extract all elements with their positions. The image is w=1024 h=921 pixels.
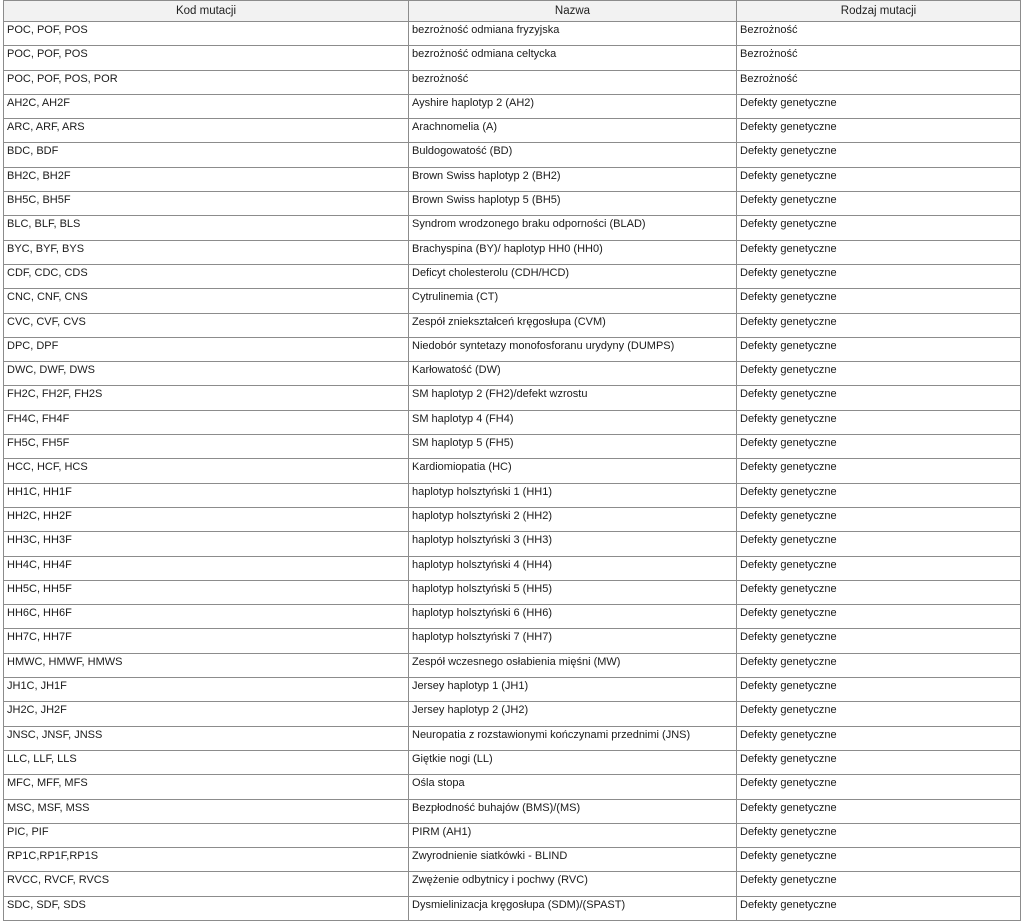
table-row — [4, 289, 1021, 313]
table-row — [4, 799, 1021, 823]
mutation-name-cell: Ayshire haplotyp 2 (AH2) — [409, 94, 737, 118]
mutation-type-cell: Defekty genetyczne — [737, 240, 1021, 264]
table-row — [4, 750, 1021, 774]
table-row — [4, 532, 1021, 556]
mutation-name-cell: bezrożność odmiana celtycka — [409, 46, 737, 70]
mutation-name-cell: Arachnomelia (A) — [409, 119, 737, 143]
mutation-type-cell: Defekty genetyczne — [737, 507, 1021, 531]
mutation-type-cell: Defekty genetyczne — [737, 192, 1021, 216]
table-row — [4, 507, 1021, 531]
mutation-type-cell: Defekty genetyczne — [737, 678, 1021, 702]
mutation-type-cell: Defekty genetyczne — [737, 459, 1021, 483]
table-row — [4, 872, 1021, 896]
mutation-code-cell: HH6C, HH6F — [4, 605, 409, 629]
table-row — [4, 678, 1021, 702]
mutation-code-cell: MSC, MSF, MSS — [4, 799, 409, 823]
mutation-name-cell: Bezpłodność buhajów (BMS)/(MS) — [409, 799, 737, 823]
table-row — [4, 435, 1021, 459]
mutation-code-cell: FH4C, FH4F — [4, 410, 409, 434]
mutation-type-cell: Defekty genetyczne — [737, 605, 1021, 629]
table-row — [4, 264, 1021, 288]
mutation-code-cell: BH2C, BH2F — [4, 167, 409, 191]
mutation-code-cell: JH2C, JH2F — [4, 702, 409, 726]
table-row — [4, 143, 1021, 167]
mutation-type-cell: Defekty genetyczne — [737, 653, 1021, 677]
mutation-type-cell: Defekty genetyczne — [737, 386, 1021, 410]
mutation-code-cell: LLC, LLF, LLS — [4, 750, 409, 774]
mutation-code-cell: PIC, PIF — [4, 823, 409, 847]
mutation-type-cell: Defekty genetyczne — [737, 872, 1021, 896]
table-row — [4, 362, 1021, 386]
mutation-name-cell: haplotyp holsztyński 2 (HH2) — [409, 507, 737, 531]
mutation-type-cell: Defekty genetyczne — [737, 313, 1021, 337]
mutation-code-cell: POC, POF, POS, POR — [4, 70, 409, 94]
table-row — [4, 483, 1021, 507]
table-row — [4, 848, 1021, 872]
mutation-name-cell: Zwężenie odbytnicy i pochwy (RVC) — [409, 872, 737, 896]
mutation-code-cell: BH5C, BH5F — [4, 192, 409, 216]
table-row — [4, 410, 1021, 434]
table-row — [4, 605, 1021, 629]
mutation-code-cell: HH7C, HH7F — [4, 629, 409, 653]
mutation-code-cell: HH2C, HH2F — [4, 507, 409, 531]
mutation-code-cell: HH4C, HH4F — [4, 556, 409, 580]
mutation-name-cell: Cytrulinemia (CT) — [409, 289, 737, 313]
mutation-name-cell: Giętkie nogi (LL) — [409, 750, 737, 774]
header-row — [4, 1, 1021, 22]
mutation-code-cell: DWC, DWF, DWS — [4, 362, 409, 386]
mutation-type-cell: Defekty genetyczne — [737, 823, 1021, 847]
mutation-type-cell: Defekty genetyczne — [737, 726, 1021, 750]
mutation-type-cell: Defekty genetyczne — [737, 264, 1021, 288]
mutation-type-cell: Defekty genetyczne — [737, 848, 1021, 872]
mutation-type-cell: Defekty genetyczne — [737, 532, 1021, 556]
mutation-name-cell: Zwyrodnienie siatkówki - BLIND — [409, 848, 737, 872]
mutation-name-cell: Zespół zniekształceń kręgosłupa (CVM) — [409, 313, 737, 337]
mutation-name-cell: Karłowatość (DW) — [409, 362, 737, 386]
mutation-code-cell: CVC, CVF, CVS — [4, 313, 409, 337]
mutation-type-cell: Bezrożność — [737, 22, 1021, 46]
mutation-code-cell: HH1C, HH1F — [4, 483, 409, 507]
table-row — [4, 629, 1021, 653]
mutation-code-cell: CDF, CDC, CDS — [4, 264, 409, 288]
mutation-type-cell: Defekty genetyczne — [737, 216, 1021, 240]
mutation-name-cell: haplotyp holsztyński 4 (HH4) — [409, 556, 737, 580]
mutation-type-cell: Defekty genetyczne — [737, 799, 1021, 823]
mutation-name-cell: Neuropatia z rozstawionymi kończynami przednimi (JNS) — [409, 726, 737, 750]
mutation-name-cell: haplotyp holsztyński 6 (HH6) — [409, 605, 737, 629]
table-row — [4, 459, 1021, 483]
mutation-code-cell: MFC, MFF, MFS — [4, 775, 409, 799]
mutation-code-cell: HH3C, HH3F — [4, 532, 409, 556]
mutation-type-cell: Defekty genetyczne — [737, 580, 1021, 604]
table-row — [4, 580, 1021, 604]
mutation-code-cell: HCC, HCF, HCS — [4, 459, 409, 483]
mutation-type-cell: Defekty genetyczne — [737, 629, 1021, 653]
header-name: Nazwa — [409, 1, 737, 22]
mutation-code-cell: FH5C, FH5F — [4, 435, 409, 459]
mutation-name-cell: Syndrom wrodzonego braku odporności (BLAD) — [409, 216, 737, 240]
mutation-name-cell: Kardiomiopatia (HC) — [409, 459, 737, 483]
mutation-code-cell: HMWC, HMWF, HMWS — [4, 653, 409, 677]
mutation-type-cell: Defekty genetyczne — [737, 702, 1021, 726]
header-code: Kod mutacji — [4, 1, 409, 22]
mutation-type-cell: Defekty genetyczne — [737, 362, 1021, 386]
mutation-type-cell: Defekty genetyczne — [737, 143, 1021, 167]
table-header — [4, 1, 1021, 22]
mutation-name-cell: Deficyt cholesterolu (CDH/HCD) — [409, 264, 737, 288]
mutation-code-cell: SDC, SDF, SDS — [4, 896, 409, 920]
mutation-name-cell: Dysmielinizacja kręgosłupa (SDM)/(SPAST) — [409, 896, 737, 920]
table-body — [4, 22, 1021, 921]
table-row — [4, 702, 1021, 726]
table-row — [4, 386, 1021, 410]
mutation-name-cell: SM haplotyp 5 (FH5) — [409, 435, 737, 459]
mutation-code-cell: BLC, BLF, BLS — [4, 216, 409, 240]
mutation-type-cell: Defekty genetyczne — [737, 435, 1021, 459]
mutation-name-cell: Brown Swiss haplotyp 5 (BH5) — [409, 192, 737, 216]
mutation-code-cell: JH1C, JH1F — [4, 678, 409, 702]
mutation-name-cell: haplotyp holsztyński 1 (HH1) — [409, 483, 737, 507]
mutation-type-cell: Defekty genetyczne — [737, 896, 1021, 920]
mutation-code-cell: RP1C,RP1F,RP1S — [4, 848, 409, 872]
mutation-code-cell: BDC, BDF — [4, 143, 409, 167]
mutation-type-cell: Defekty genetyczne — [737, 750, 1021, 774]
mutation-code-cell: CNC, CNF, CNS — [4, 289, 409, 313]
mutation-name-cell: Jersey haplotyp 1 (JH1) — [409, 678, 737, 702]
table-row — [4, 313, 1021, 337]
mutation-code-cell: JNSC, JNSF, JNSS — [4, 726, 409, 750]
mutation-table — [3, 0, 1021, 921]
table-row — [4, 337, 1021, 361]
mutation-code-cell: RVCC, RVCF, RVCS — [4, 872, 409, 896]
mutation-type-cell: Defekty genetyczne — [737, 119, 1021, 143]
mutation-name-cell: SM haplotyp 2 (FH2)/defekt wzrostu — [409, 386, 737, 410]
table-row — [4, 653, 1021, 677]
mutation-code-cell: ARC, ARF, ARS — [4, 119, 409, 143]
mutation-name-cell: Niedobór syntetazy monofosforanu urydyny (DUMPS) — [409, 337, 737, 361]
mutation-type-cell: Defekty genetyczne — [737, 337, 1021, 361]
mutation-name-cell: haplotyp holsztyński 7 (HH7) — [409, 629, 737, 653]
mutation-code-cell: POC, POF, POS — [4, 46, 409, 70]
table-row — [4, 46, 1021, 70]
table-row — [4, 22, 1021, 46]
mutation-name-cell: Ośla stopa — [409, 775, 737, 799]
mutation-type-cell: Defekty genetyczne — [737, 94, 1021, 118]
table-row — [4, 896, 1021, 920]
table-row — [4, 94, 1021, 118]
table-row — [4, 70, 1021, 94]
mutation-name-cell: bezrożność — [409, 70, 737, 94]
mutation-code-cell: POC, POF, POS — [4, 22, 409, 46]
mutation-name-cell: haplotyp holsztyński 5 (HH5) — [409, 580, 737, 604]
mutation-type-cell: Defekty genetyczne — [737, 410, 1021, 434]
mutation-type-cell: Bezrożność — [737, 46, 1021, 70]
mutation-name-cell: Brown Swiss haplotyp 2 (BH2) — [409, 167, 737, 191]
mutation-name-cell: bezrożność odmiana fryzyjska — [409, 22, 737, 46]
mutation-name-cell: Zespół wczesnego osłabienia mięśni (MW) — [409, 653, 737, 677]
table-row — [4, 823, 1021, 847]
mutation-code-cell: HH5C, HH5F — [4, 580, 409, 604]
table-row — [4, 556, 1021, 580]
mutation-name-cell: Jersey haplotyp 2 (JH2) — [409, 702, 737, 726]
mutation-type-cell: Defekty genetyczne — [737, 167, 1021, 191]
table-row — [4, 775, 1021, 799]
mutation-name-cell: Brachyspina (BY)/ haplotyp HH0 (HH0) — [409, 240, 737, 264]
mutation-code-cell: FH2C, FH2F, FH2S — [4, 386, 409, 410]
table-row — [4, 119, 1021, 143]
mutation-type-cell: Defekty genetyczne — [737, 556, 1021, 580]
table-row — [4, 167, 1021, 191]
mutation-type-cell: Defekty genetyczne — [737, 775, 1021, 799]
table-row — [4, 192, 1021, 216]
mutation-name-cell: Buldogowatość (BD) — [409, 143, 737, 167]
mutation-type-cell: Defekty genetyczne — [737, 483, 1021, 507]
mutation-type-cell: Bezrożność — [737, 70, 1021, 94]
mutation-name-cell: haplotyp holsztyński 3 (HH3) — [409, 532, 737, 556]
mutation-code-cell: BYC, BYF, BYS — [4, 240, 409, 264]
mutation-name-cell: PIRM (AH1) — [409, 823, 737, 847]
mutation-code-cell: DPC, DPF — [4, 337, 409, 361]
header-type: Rodzaj mutacji — [737, 1, 1021, 22]
mutation-code-cell: AH2C, AH2F — [4, 94, 409, 118]
table-row — [4, 216, 1021, 240]
table-row — [4, 240, 1021, 264]
mutation-type-cell: Defekty genetyczne — [737, 289, 1021, 313]
table-row — [4, 726, 1021, 750]
mutation-name-cell: SM haplotyp 4 (FH4) — [409, 410, 737, 434]
